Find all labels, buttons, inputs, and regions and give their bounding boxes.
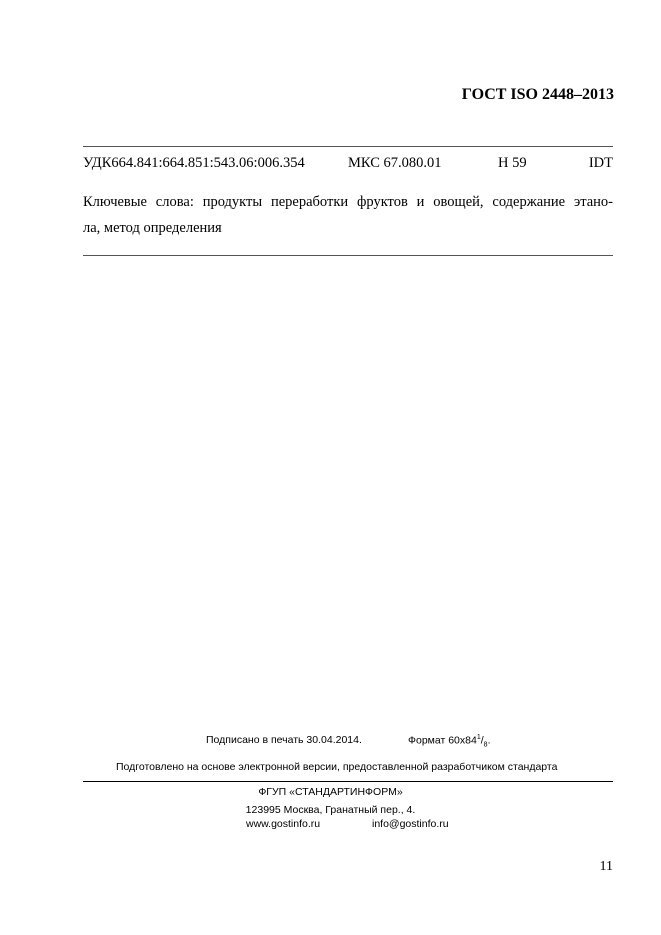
keywords-line-1: Ключевые слова: продукты переработки фруктов и овощей, содержание этано- <box>83 194 613 210</box>
publisher-address: 123995 Москва, Гранатный пер., 4. <box>245 804 416 816</box>
mks-code: МКС 67.080.01 <box>348 155 442 171</box>
keywords-line-2: ла, метод определения <box>83 220 222 236</box>
page-number: 11 <box>599 859 613 874</box>
keywords-block <box>83 189 613 241</box>
format-prefix: Формат 60х84 <box>408 734 477 747</box>
format-numerator: 1 <box>476 734 481 741</box>
top-divider <box>83 146 613 147</box>
publisher-name: ФГУП «СТАНДАРТИНФОРМ» <box>258 786 403 798</box>
keywords-divider <box>83 255 613 256</box>
format-denominator: 8 <box>483 741 488 749</box>
harmonization-degree: IDT <box>588 155 613 171</box>
signed-to-print: Подписано в печать 30.04.2014. <box>206 734 362 746</box>
print-format <box>408 734 490 749</box>
standard-title: ГОСТ ISO 2448–2013 <box>461 86 614 103</box>
udk-code: УДК664.841:664.851:543.06:006.354 <box>83 155 305 171</box>
publisher-email: info@gostinfo.ru <box>372 818 449 830</box>
okstu-code: Н 59 <box>498 155 527 171</box>
format-suffix: . <box>487 734 491 747</box>
format-slash: / <box>480 734 484 747</box>
footer-divider <box>83 781 613 782</box>
publisher-website: www.gostinfo.ru <box>246 818 321 830</box>
prepared-note: Подготовлено на основе электронной версии, предоставленной разработчиком стандарта <box>116 761 558 773</box>
classification-row <box>83 155 613 175</box>
